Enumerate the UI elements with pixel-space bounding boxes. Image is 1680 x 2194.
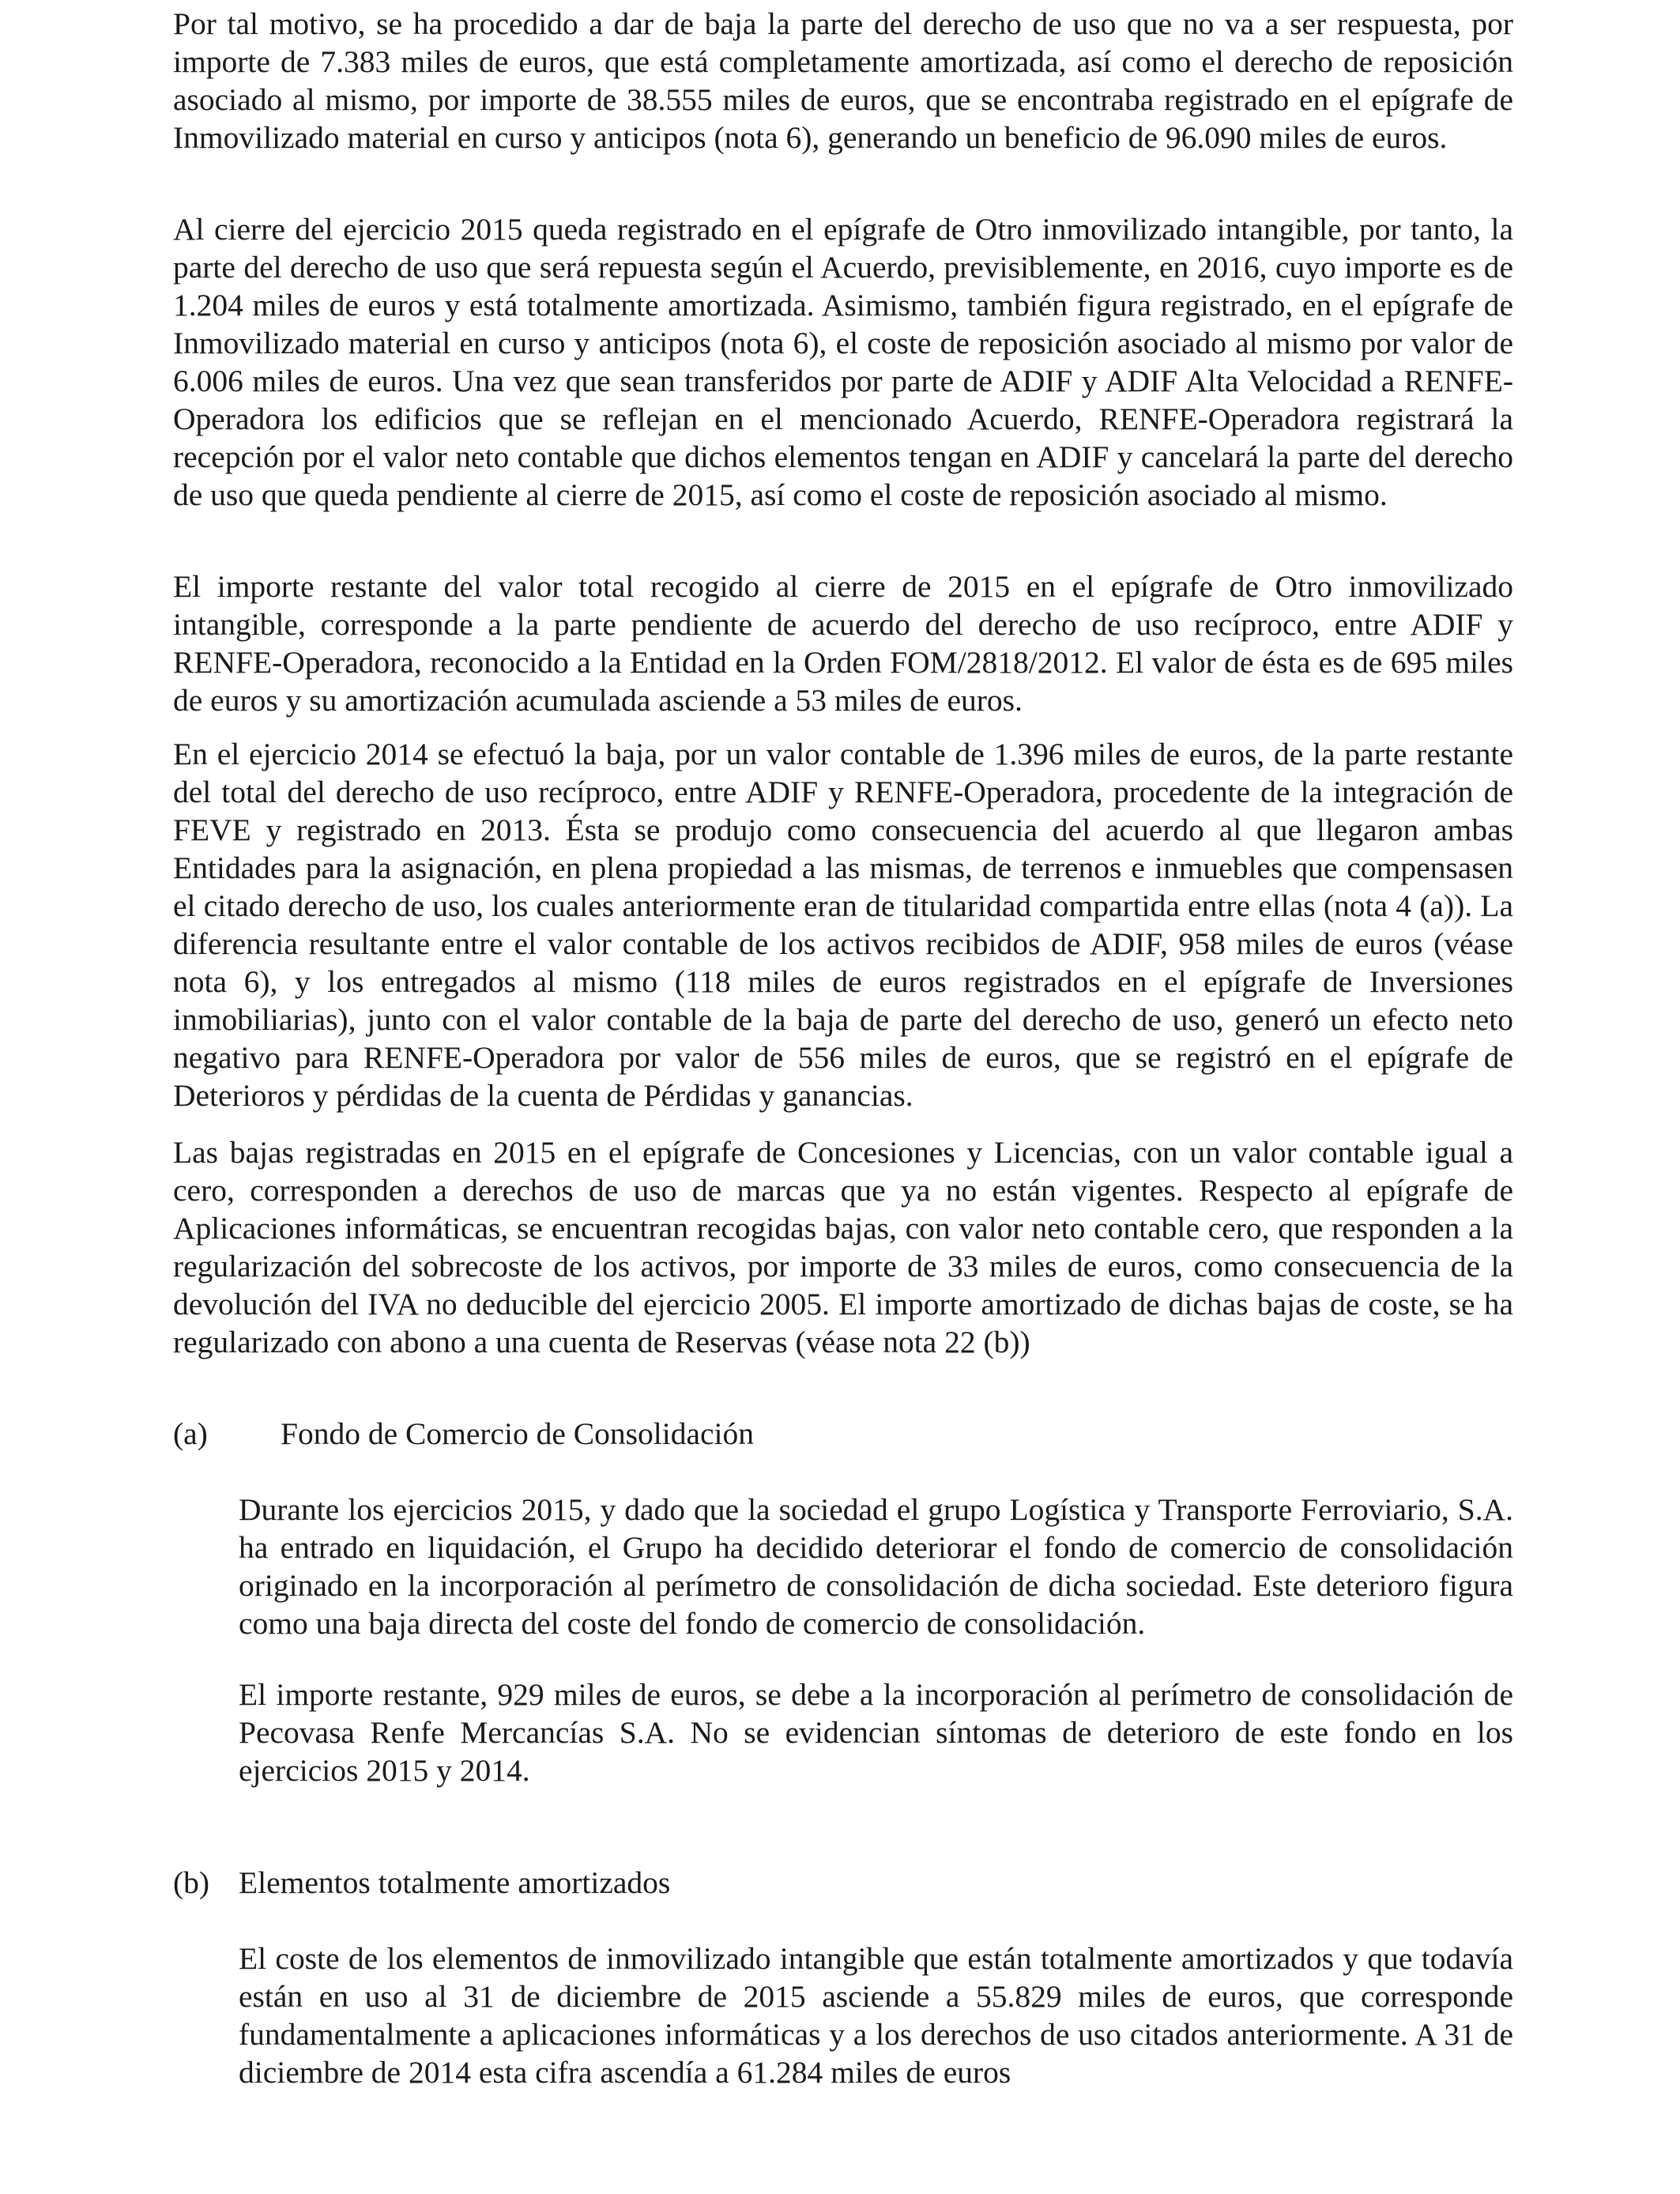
paragraph-ejercicio-2014: En el ejercicio 2014 se efectuó la baja, por un valor contable de 1.396 miles de euros, de la parte restante del total del derecho de uso recíproco, entre ADIF y RENFE-Operadora, procedente de la integración de FEVE y registrado en 2013. Ésta se produjo como consecuencia del acuerdo al que llegaron ambas Entidades para la asignación, en plena propiedad a las mismas, de terrenos e inmuebles que compensasen el citado derecho de uso, los cuales anteriormente eran de titularidad compartida entre ellas (nota 4 (a)). La diferencia resultante entre el valor contable de los activos recibidos de ADIF, 958 miles de euros (véase nota 6), y los entregados al mismo (118 miles de euros registrados en el epígrafe de Inversiones inmobiliarias), junto con el valor contable de la baja de parte del derecho de uso, generó un efecto neto negativo para RENFE-Operadora por valor de 556 miles de euros, que se registró en el epígrafe de Deterioros y pérdidas de la cuenta de Pérdidas y ganancias. xyxy=(173,737,1513,1113)
paragraph-fondo-comercio-deterioro: Durante los ejercicios 2015, y dado que la sociedad el grupo Logística y Transporte Ferroviario, S.A. ha entrado en liquidación, el Grupo ha decidido deteriorar el fondo de comercio de consolidación originado en la incorporación al perímetro de consolidación de dicha sociedad. Este deterioro figura como una baja directa del coste del fondo de comercio de consolidación. xyxy=(239,1492,1513,1641)
section-title-b: Elementos totalmente amortizados xyxy=(239,1865,671,1900)
paragraph-derecho-uso-baja: Por tal motivo, se ha procedido a dar de baja la parte del derecho de uso que no va a ser respuesta, por importe de 7.383 miles de euros, que está completamente amortizada, así como el derecho de reposición asociado al mismo, por importe de 38.555 miles de euros, que se encontraba registrado en el epígrafe de Inmovilizado material en curso y anticipos (nota 6), generando un beneficio de 96.090 miles de euros. xyxy=(173,6,1513,155)
section-title-a: Fondo de Comercio de Consolidación xyxy=(281,1416,754,1451)
paragraph-importe-restante: El importe restante del valor total recogido al cierre de 2015 en el epígrafe de Otro inmovilizado intangible, corresponde a la parte pendiente de acuerdo del derecho de uso recíproco, entre ADIF y RENFE-Operadora, reconocido a la Entidad en la Orden FOM/2818/2012. El valor de ésta es de 695 miles de euros y su amortización acumulada asciende a 53 miles de euros. xyxy=(173,569,1513,718)
paragraph-elementos-amortizados: El coste de los elementos de inmovilizado intangible que están totalmente amortizados y que todavía están en uso al 31 de diciembre de 2015 asciende a 55.829 miles de euros, que corresponde fundamentalmente a aplicaciones informáticas y a los derechos de uso citados anteriormente. A 31 de diciembre de 2014 esta cifra ascendía a 61.284 miles de euros xyxy=(239,1941,1513,2090)
paragraph-fondo-comercio-restante: El importe restante, 929 miles de euros, se debe a la incorporación al perímetro de consolidación de Pecovasa Renfe Mercancías S.A. No se evidencian síntomas de deterioro de este fondo en los ejercicios 2015 y 2014. xyxy=(239,1677,1513,1788)
section-marker-b: (b) xyxy=(173,1865,210,1900)
paragraph-cierre-2015: Al cierre del ejercicio 2015 queda registrado en el epígrafe de Otro inmovilizado intangible, por tanto, la parte del derecho de uso que será repuesta según el Acuerdo, previsiblemente, en 2016, cuyo importe es de 1.204 miles de euros y está totalmente amortizada. Asimismo, también figura registrado, en el epígrafe de Inmovilizado material en curso y anticipos (nota 6), el coste de reposición asociado al mismo por valor de 6.006 miles de euros. Una vez que sean transferidos por parte de ADIF y ADIF Alta Velocidad a RENFE-Operadora los edificios que se reflejan en el mencionado Acuerdo, RENFE-Operadora registrará la recepción por el valor neto contable que dichos elementos tengan en ADIF y cancelará la parte del derecho de uso que queda pendiente al cierre de 2015, así como el coste de reposición asociado al mismo. xyxy=(173,212,1513,512)
section-marker-a: (a) xyxy=(173,1416,208,1451)
paragraph-bajas-concesiones: Las bajas registradas en 2015 en el epígrafe de Concesiones y Licencias, con un valor contable igual a cero, corresponden a derechos de uso de marcas que ya no están vigentes. Respecto al epígrafe de Aplicaciones informáticas, se encuentran recogidas bajas, con valor neto contable cero, que responden a la regularización del sobrecoste de los activos, por importe de 33 miles de euros, como consecuencia de la devolución del IVA no deducible del ejercicio 2005. El importe amortizado de dichas bajas de coste, se ha regularizado con abono a una cuenta de Reservas (véase nota 22 (b)) xyxy=(173,1135,1513,1359)
